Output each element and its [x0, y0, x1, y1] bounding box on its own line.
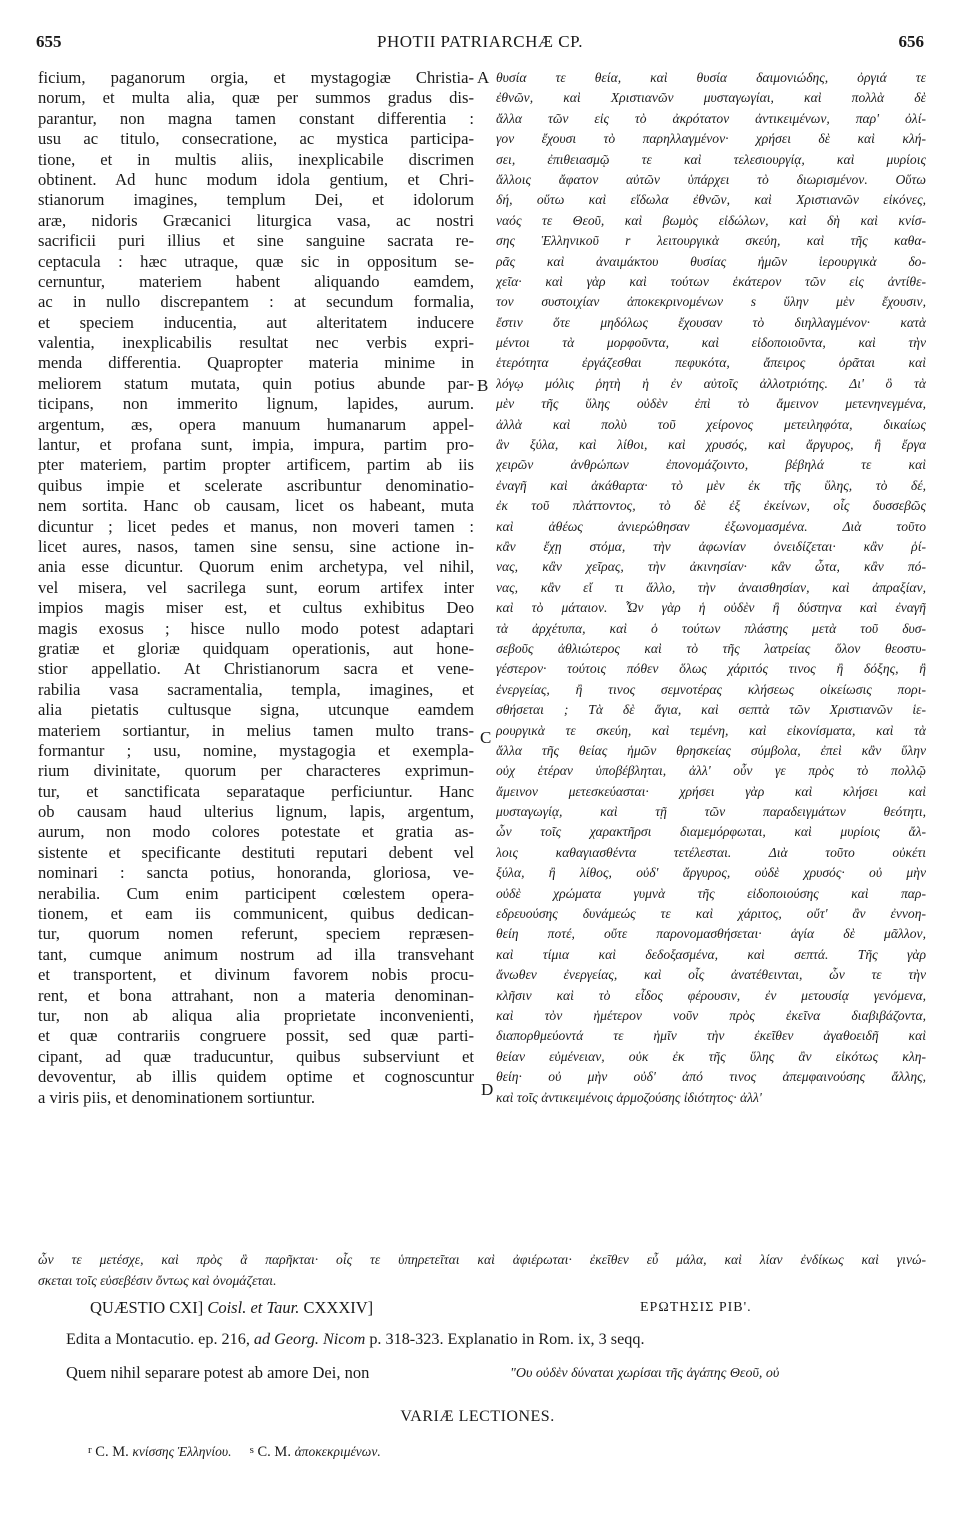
variant-notes [88, 1444, 381, 1461]
text-line: alia pietatis cultusque signa, utcunque eamdem [38, 700, 474, 720]
text-line: σης Ἑλληνικοῦ r λειτουργικὰ σκεύη, καὶ τῆς καθα- [496, 233, 926, 249]
text-line: ἄλλοις ἄφατον αὐτῶν ὑπάρχει τὸ διωρισμένον. Οὕτω [496, 171, 926, 187]
text-line: nerabilia. Cum enim participent cœlestem opera- [38, 883, 474, 903]
text-line: δή, οὕτω καὶ εἴδωλα ἐθνῶν, καὶ Χριστιανῶν εἰκόνες, [496, 192, 926, 208]
edition-note [66, 1330, 645, 1349]
text-line: et quæ contrariis congruere possit, sed quæ parti- [38, 1026, 474, 1046]
text-line: μὲν τῆς ὕλης οὐδὲν ἐπὶ τὸ ἄμεινον μετενηνεγμένα, [496, 396, 926, 412]
text-line: ἂν ξύλα, καὶ λίθοι, καὶ χρυσός, καὶ ἄργυρος, ἢ ἔργα [496, 437, 926, 453]
text-line: ἀλλὰ καὶ πολὺ τοῦ χείρονος μετειληφότα, δικαίως [496, 416, 926, 432]
text-line: σθήσεται ; Τὰ δὲ ἅγια, καὶ σεπτὰ τῶν Χριστιανῶν ἱε- [496, 702, 926, 718]
text-line: τον συστοιχίαν ἀποκεκρινομένων s ὕλην μὲν ἔχουσιν, [496, 294, 926, 310]
text-line: sistente et specificante destituti reputari debent vel [38, 842, 474, 862]
text-line: vel misera, vel sacrilega sunt, eorum artifex inter [38, 577, 474, 597]
text-line: usu ac titulo, consecratione, ac mystica participa- [38, 129, 474, 149]
text-line: νας, κἂν χεῖρας, τὴν ἀκινησίαν· κἂν ὦτα, κἂν πό- [496, 559, 926, 575]
question-number: CXXXIV] [303, 1298, 374, 1317]
text-line: ρᾶς καὶ ἀναιμάκτου θυσίας ἡμῶν ἱερουργικὰ δο- [496, 253, 926, 269]
left-page-number: 655 [36, 32, 62, 51]
question-label: QUÆSTIO CXI] [90, 1298, 204, 1317]
text-line: rent, et bona attrahant, non a materia denominan- [38, 985, 474, 1005]
running-title: PHOTII PATRIARCHÆ CP. [377, 32, 583, 51]
section-marker-a: A [477, 68, 490, 87]
text-line: formantur ; usu, nomine, mystagogia et exempla- [38, 740, 474, 760]
text-line: gratiæ et gloriæ quidquam operationis, aut hone- [38, 638, 474, 658]
text-line: ἄμεινον μετεσκεύασται· χρήσει γὰρ καὶ κλήσει καὶ [496, 783, 926, 799]
text-line: θυσία τε θεία, καὶ θυσία δαιμονιώδης, ὀργιά τε [496, 70, 926, 85]
greek-spanning-line: ὧν τε μετέσχε, καὶ πρὸς ἃ παρῆκται· οἷς τε ὑπηρετεῖται καὶ ἀφιέρωται· ἐκεῖθεν εὖ μάλα, καὶ λίαν ἐνδίκως καὶ γινώ- [38, 1252, 926, 1267]
text-line: γέστερον· τούτοις πόθεν ὅλως χάριτός τινος ἢ δόξης, ἢ [496, 661, 926, 677]
question-heading [90, 1298, 373, 1318]
text-line: ἄλλα τῶν εἰς τὸ ἀκρότατον ἀντικειμένων, παρ' ὀλί- [496, 110, 926, 126]
text-line: ania esse dicuntur. Quorum enim archetypa, vel nihil, [38, 557, 474, 577]
text-line: νας, κἂν εἴ τι ἄλλο, τὴν ἀναισθησίαν, καὶ ἀπραξίαν, [496, 579, 926, 595]
latin-column [38, 68, 474, 1108]
text-line: cernuntur, materiem habent aliquando eamdem, [38, 271, 474, 291]
text-line: ticipans, non immerito lignum, lapides, aurum. [38, 394, 474, 414]
text-line: λόγῳ μόλις ῥητὴ ἡ ἐν αὐτοῖς ἀλλοτριότης. Δι' ὃ τὰ [496, 375, 926, 391]
text-line: διαπορθμεύοντά τε ἡμῖν τὴν ἐκεῖθεν ἀγαθοειδῆ καὶ [496, 1028, 926, 1044]
text-line: rabilia vasa sacramentalia, templa, imagines, et [38, 679, 474, 699]
text-line: tur, quorum nomen referunt, speciem repræsen- [38, 924, 474, 944]
text-line: menda differentia. Quapropter materia minime in [38, 353, 474, 373]
text-line: tant, cumque animum nostrum ad illa transvehant [38, 944, 474, 964]
note-s-sigla: C. M. [257, 1444, 291, 1460]
edition-name: Georg. Nicom [274, 1330, 366, 1348]
text-line: καὶ ἀθέως ἀνιερώθησαν ἐξωνομασμένα. Διὰ τοῦτο [496, 518, 926, 534]
text-line: parantur, non magna tamen constant differentia : [38, 108, 474, 128]
text-line: καὶ τοῖς ἀντικειμένοις ἁρμοζούσης ἰδιότητος· ἀλλ' [496, 1089, 762, 1105]
text-line: et transportent, et divinum favorem nobis procu- [38, 965, 474, 985]
text-line: καὶ τίμια καὶ δεδοξασμένα, καὶ σεπτά. Τῆς γὰρ [496, 946, 926, 962]
section-marker-c: C [480, 728, 492, 747]
text-line: aræ, nidoris Græcanici liturgica vasa, ac nostri [38, 210, 474, 230]
right-page-number: 656 [898, 32, 924, 51]
text-line: ἄλλα τῆς θείας ἡμῶν θρησκείας σύμβολα, ἐπεὶ κἂν ὕλην [496, 742, 926, 758]
text-line: ceptacula : hæc utraque, quæ sic in oppositum se- [38, 251, 474, 271]
text-line: magis exosus ; hisce nullo modo potest adaptari [38, 618, 474, 638]
section-marker-b: B [477, 376, 489, 395]
text-line: μυσταγωγίᾳ, καὶ τῇ τῶν παραδειγμάτων θεότητι, [496, 804, 926, 820]
text-line: ναός τε Θεοῦ, καὶ βωμὸς εἰδώλων, καὶ δὴ καὶ κνίσ- [496, 212, 926, 228]
text-line: ρουργικὰ τε σκεύη, καὶ τεμένη, καὶ εἰκονίσματα, καὶ τὰ [496, 722, 926, 738]
text-line: τὰ ἀρχέτυπα, καὶ ὁ τούτων πλάστης μετὰ τοῦ δυσ- [496, 620, 926, 636]
text-line: ac in nullo discrepantem : at secundum formalia, [38, 292, 474, 312]
note-r-mark: r [88, 1444, 92, 1456]
text-line: ἐνεργείας, ἢ τινος σεμνοτέρας κλήσεως οἰκείωσις πορι- [496, 681, 926, 697]
text-line: nem sortita. Hanc ob causam, licet os habeant, muta [38, 496, 474, 516]
text-line: norum, et multa alia, quæ per summos gradus dis- [38, 88, 474, 108]
text-line: tionem, et eam iis communicent, quibus dedican- [38, 904, 474, 924]
text-line: ἄνωθεν ἐνεργείας, καὶ οἷς ἀνατέθεινται, ὧν τε τὴν [496, 967, 926, 983]
note-r-sigla: C. M. [95, 1444, 129, 1460]
text-line: lantur, et profana sunt, impia, impura, partim pro- [38, 435, 474, 455]
text-line: tur, et sanctificata separataque perficiuntur. Hanc [38, 781, 474, 801]
question-greek-text: "Ου οὐδὲν δύναται χωρίσαι τῆς ἀγάπης Θεοῦ, οὐ [510, 1366, 780, 1381]
text-line: a viris piis, et denominationem sortiuntur. [38, 1087, 315, 1107]
text-line: tur, non ab aliqua alia proprietate inconvenienti, [38, 1005, 474, 1025]
edition-rest: p. 318-323. Explanatio in Rom. ix, 3 seqq. [369, 1330, 645, 1348]
text-line: οὐδὲ χρώματα γυμνὰ τῆς εἰδοποιούσης καὶ παρ- [496, 885, 926, 901]
text-line: rium divinitate, quorum per characteres exprimun- [38, 761, 474, 781]
text-line: licet aures, nasos, tamen sine sensu, sine actione in- [38, 536, 474, 556]
text-line: θείη· οὐ μὴν οὐδ' ἀπό τινος ἀπεμφαινούσης ἄλλης, [496, 1069, 926, 1085]
text-line: ficium, paganorum orgia, et mystagogiæ Christia- [38, 68, 474, 87]
text-line: κἂν ἔχῃ στόμα, τὴν ἀφωνίαν ὀνειδίζεται· κἂν ῥί- [496, 538, 926, 554]
text-line: tione, et in multis aliis, inexplicabile discrimen [38, 149, 474, 169]
text-line: meliorem statum mutata, quin potius abunde par- [38, 373, 474, 393]
text-line: ἑτερότητα ἐργάζεσθαι πεφυκότα, ἄπειρος ὁρᾶται καὶ [496, 355, 926, 371]
section-marker-d: D [481, 1080, 494, 1099]
text-line: valentia, inexplicabilis resultat nec verbis expri- [38, 333, 474, 353]
text-line: σει, ἐπιθειασμῷ τε καὶ τελεσιουργίᾳ, καὶ μυρίοις [496, 151, 926, 167]
text-line: pter materiem, partim propter artificem, partim ab iis [38, 455, 474, 475]
note-s-text: ἀποκεκριμένων. [294, 1444, 381, 1459]
text-line: ἐναγῆ καὶ ἀκάθαρτα· τὸ μὲν ἐκ τῆς ὕλης, τὸ δέ, [496, 477, 926, 493]
text-line: χειρῶν ἀνθρώπων ἐπονομάζοιντο, βέβηλά τε καὶ [496, 457, 926, 473]
text-line: ξύλα, ἢ λίθος, οὐδ' ἄργυρος, οὐδὲ χρυσός· οὐ μὴν [496, 865, 926, 881]
text-line: θείαν εὐμένειαν, οὐκ ἐκ τῆς ὕλης ἂν εἰκότως κλη- [496, 1048, 926, 1064]
text-line: ἐθνῶν, καὶ Χριστιανῶν μυσταγωγίαι, καὶ πολλὰ δὲ [496, 90, 926, 106]
text-line: κλῆσιν καὶ τὸ εἶδος φέρουσιν, ἐν μετουσίᾳ γενόμενα, [496, 987, 926, 1003]
text-line: ob causam haud ulterius lignum, lapis, argentum, [38, 802, 474, 822]
text-line: μέντοι τὰ μορφοῦντα, καὶ εἰδοποιοῦντα, καὶ τὴν [496, 335, 926, 351]
greek-column [496, 68, 926, 1108]
edition-ad: ad [253, 1330, 271, 1348]
edition-prefix: Edita a Montacutio. ep. 216, [66, 1330, 250, 1348]
text-line: cipant, ad quæ traducuntur, quibus subserviunt et [38, 1046, 474, 1066]
text-line: ἔστιν ὅτε μηδόλως ἔχουσαν τὸ διηλλαγμένον· κατὰ [496, 314, 926, 330]
text-line: θείη ποτέ, οὔτε παρονομασθήσεται· ἁγία δὲ μᾶλλον, [496, 926, 926, 942]
text-line: et speciem inducentia, aut alteritatem inducere [38, 312, 474, 332]
text-line: materiem sortiantur, in melius tamen multo trans- [38, 720, 474, 740]
text-line: ὧν τοῖς χαρακτῆρσι διαμεμόρφωται, καὶ μυρίοις ἄλ- [496, 824, 926, 840]
text-line: aurum, non modo colores potestate et gratia as- [38, 822, 474, 842]
text-line: stior appellatio. At Christianorum sacra et vene- [38, 659, 474, 679]
variae-lectiones-heading: VARIÆ LECTIONES. [400, 1408, 555, 1425]
text-line: devoventur, ab illis quidem optime et cognoscuntur [38, 1067, 474, 1087]
text-line: σεβοῦς ἀθλιώτερος καὶ τὸ τῆς λατρείας ὅλον θεοστυ- [496, 640, 926, 656]
question-latin-text: Quem nihil separare potest ab amore Dei, non [66, 1363, 370, 1382]
text-line: argentum, æs, opera manuum humanarum appel- [38, 414, 474, 434]
text-line: sacrificii puri illius et sine sanguine sacrata re- [38, 231, 474, 251]
text-line: quibus impie et scelerate ascribuntur denominatio- [38, 475, 474, 495]
text-line: ἐκ τοῦ πλάττοντος, τὸ δὲ ἐξ ἐκείνων, οἷς δυσσεβῶς [496, 498, 926, 514]
text-line: λοις καθαγιασθέντα τετέλεσται. Διὰ τοῦτο οὐκέτι [496, 844, 926, 860]
note-r-text: κνίσσης Ἑλληνίου. [132, 1444, 232, 1459]
text-line: obtinent. Ad hunc modum idola gentium, et Chri- [38, 169, 474, 189]
text-line: dicuntur ; licet pedes et manus, non moveri tamen : [38, 516, 474, 536]
text-line: καὶ τὸν ἡμέτερον νοῦν πρὸς ἐκεῖνα διαβιβάζοντα, [496, 1007, 926, 1023]
question-source: Coisl. et Taur. [207, 1298, 300, 1317]
text-line: γον ἔχουσι τὸ παρηλλαγμένον· χρήσει δὲ καὶ κλή- [496, 131, 926, 147]
text-line: nominari : sancta potius, honoranda, gloriosa, ve- [38, 863, 474, 883]
text-line: εδρευούσης δυνάμεώς τε καὶ χάριτος, οὔτ' ἂν ἐννοη- [496, 906, 926, 922]
note-s-mark: s [249, 1444, 254, 1456]
text-line: impios magis miser est, et cultus exhibitus Deo [38, 598, 474, 618]
text-line: χεῖα· καὶ γὰρ καὶ τούτων ἑκάτερον τῶν εἰς ἀντίθε- [496, 273, 926, 289]
text-line: καὶ τὸ μάταιον. Ὧν γὰρ ἡ οὐδὲν ἢ δύστηνα καὶ ἐναγῆ [496, 600, 926, 616]
text-line: οὐχ ἑτέραν ὑποβέβληται, ἀλλ' οὖν γε πρὸς τὸ πολλῷ [496, 763, 926, 779]
question-greek-title: ΕΡΩΤΗΣΙΣ ΡΙΒ'. [640, 1300, 752, 1315]
running-header [36, 32, 924, 56]
text-line: stianorum imagines, templum Dei, et idolorum [38, 190, 474, 210]
greek-spanning-line: σκεται τοῖς εὐσεβέσιν ὄντως καὶ ὀνομάζεται. [38, 1273, 277, 1288]
